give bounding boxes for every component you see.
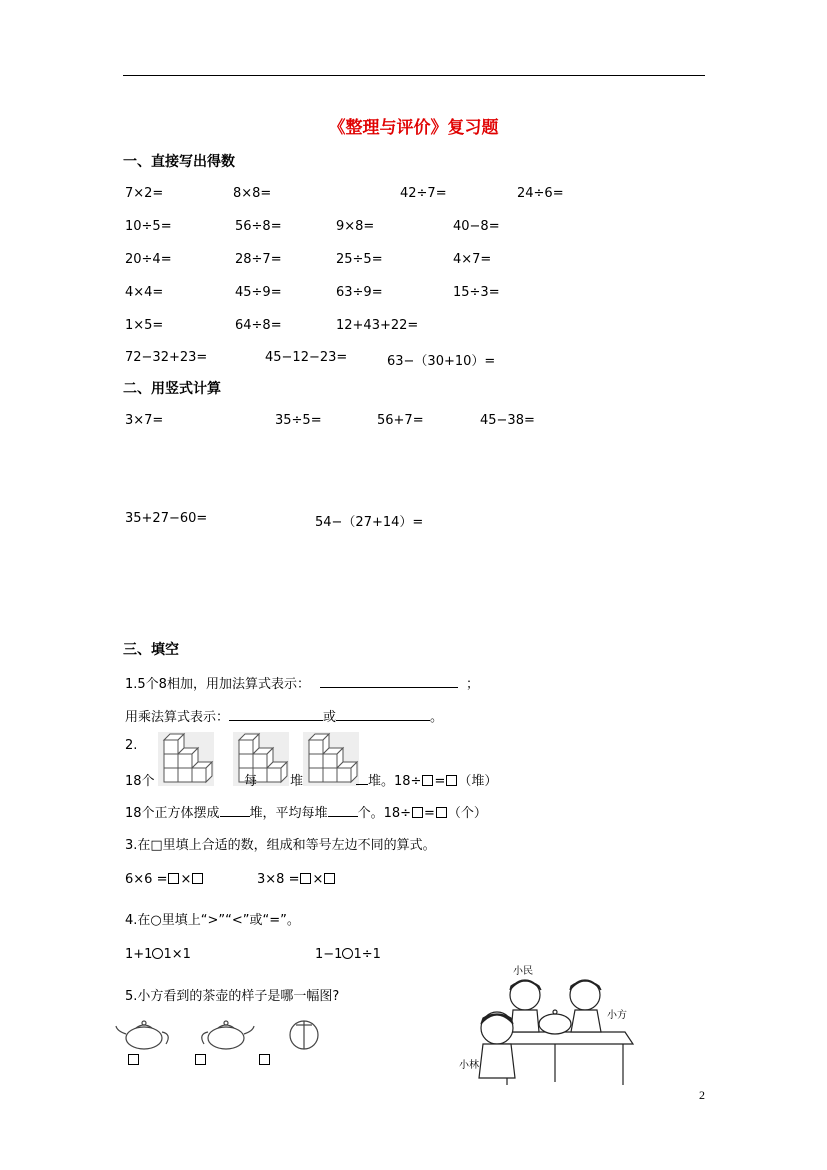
q2-line2-a: 18个正方体摆成 bbox=[125, 806, 220, 821]
q2-line1-c: 堆 bbox=[290, 774, 304, 789]
q2-equals: = bbox=[434, 774, 446, 789]
q2-blank-2[interactable] bbox=[220, 804, 250, 817]
teapot-view-1 bbox=[114, 1018, 174, 1052]
q1-period: 。 bbox=[430, 710, 444, 725]
s1-expression: 56÷8= bbox=[235, 219, 282, 234]
answer-box[interactable] bbox=[436, 807, 447, 818]
answer-box[interactable] bbox=[446, 775, 457, 786]
q5-text: 5.小方看到的茶壶的样子是哪一幅图? bbox=[125, 989, 340, 1004]
q2-blank-piles[interactable] bbox=[356, 772, 368, 785]
q3-expr-1 bbox=[125, 872, 204, 887]
s1-expression: 7×2= bbox=[125, 186, 164, 201]
children-table-illustration bbox=[455, 960, 645, 1090]
q2-equals-2: = bbox=[424, 806, 435, 821]
q2-line2 bbox=[125, 802, 487, 821]
section-3-heading: 三、填空 bbox=[123, 642, 179, 658]
q3-expr1-text: 6×6 = bbox=[125, 872, 168, 887]
page-number: 2 bbox=[699, 1088, 705, 1102]
q3-times-2: × bbox=[312, 872, 324, 887]
answer-box[interactable] bbox=[168, 873, 179, 884]
q3-expr-2 bbox=[257, 872, 336, 887]
s1-expression: 25÷5= bbox=[336, 252, 383, 267]
cube-stack-1 bbox=[158, 732, 214, 786]
teapot-view-2 bbox=[196, 1018, 256, 1052]
q1-text: 1.5个8相加，用加法算式表示： bbox=[125, 677, 310, 692]
label-xiaomin: 小民 bbox=[513, 966, 533, 977]
s2-expression: 54−（27+14）= bbox=[315, 515, 424, 530]
q2-line2-b: 堆，平均每堆 bbox=[249, 806, 328, 821]
q2-unit-each: （个） bbox=[447, 806, 487, 821]
q2-blank-3[interactable] bbox=[328, 804, 358, 817]
q1-answer-blank-3[interactable] bbox=[336, 708, 430, 721]
q4-expr1-right: 1×1 bbox=[163, 947, 191, 962]
answer-circle[interactable] bbox=[342, 948, 353, 959]
s1-expression: 4×4= bbox=[125, 285, 164, 300]
s1-expression: 20÷4= bbox=[125, 252, 172, 267]
q1-line2-text: 用乘法算式表示： bbox=[125, 710, 230, 725]
section-1-heading: 一、直接写出得数 bbox=[123, 154, 235, 170]
q4-text: 4.在○里填上“>”“<”或“=”。 bbox=[125, 913, 300, 928]
answer-box[interactable] bbox=[192, 873, 203, 884]
teapot-view-3 bbox=[286, 1017, 322, 1051]
s1-expression: 10÷5= bbox=[125, 219, 172, 234]
s1-expression: 45÷9= bbox=[235, 285, 282, 300]
q3-text: 3.在□里填上合适的数，组成和等号左边不同的算式。 bbox=[125, 838, 436, 853]
header-rule bbox=[123, 75, 705, 76]
s1-expression: 63÷9= bbox=[336, 285, 383, 300]
q1-answer-blank-1[interactable] bbox=[320, 675, 458, 688]
s1-expression: 45−12−23= bbox=[265, 350, 348, 365]
s1-expression: 15÷3= bbox=[453, 285, 500, 300]
section-2-heading: 二、用竖式计算 bbox=[123, 381, 221, 397]
q2-line1-a: 18个 bbox=[125, 774, 155, 789]
q1-or: 或 bbox=[323, 710, 337, 725]
s1-expression: 28÷7= bbox=[235, 252, 282, 267]
q4-expr-2 bbox=[315, 947, 381, 962]
q2-line2-c: 个。18÷ bbox=[357, 806, 411, 821]
q1-end-punct: ； bbox=[465, 677, 479, 692]
s1-expression: 8×8= bbox=[233, 186, 272, 201]
q1-line2 bbox=[125, 706, 443, 725]
q2-line1-d: 堆。18÷ bbox=[368, 774, 422, 789]
table-top bbox=[497, 1032, 633, 1044]
s1-expression: 72−32+23= bbox=[125, 350, 208, 365]
answer-box[interactable] bbox=[412, 807, 423, 818]
answer-circle[interactable] bbox=[152, 948, 163, 959]
page-title: 《整理与评价》复习题 bbox=[328, 118, 499, 138]
s1-expression: 1×5= bbox=[125, 318, 164, 333]
s1-expression: 12+43+22= bbox=[336, 318, 419, 333]
cube-stack-2 bbox=[233, 732, 289, 786]
s2-expression: 45−38= bbox=[480, 413, 535, 428]
answer-box[interactable] bbox=[259, 1054, 270, 1065]
answer-box[interactable] bbox=[128, 1054, 139, 1065]
s2-expression: 3×7= bbox=[125, 413, 164, 428]
s1-expression: 64÷8= bbox=[235, 318, 282, 333]
s1-expression: 40−8= bbox=[453, 219, 500, 234]
answer-box[interactable] bbox=[300, 873, 311, 884]
answer-box[interactable] bbox=[324, 873, 335, 884]
cube-stack-3 bbox=[303, 732, 359, 786]
s1-expression: 63−（30+10）= bbox=[387, 354, 496, 369]
teapot-on-table bbox=[539, 1014, 571, 1034]
q2-line1-rest bbox=[356, 770, 497, 789]
answer-box[interactable] bbox=[422, 775, 433, 786]
label-xiaofang: 小方 bbox=[607, 1010, 627, 1021]
answer-box[interactable] bbox=[195, 1054, 206, 1065]
s2-expression: 35+27−60= bbox=[125, 511, 208, 526]
s2-expression: 56+7= bbox=[377, 413, 424, 428]
s1-expression: 9×8= bbox=[336, 219, 375, 234]
label-xiaolin: 小林 bbox=[459, 1060, 479, 1071]
s2-expression: 35÷5= bbox=[275, 413, 322, 428]
q4-expr2-left: 1−1 bbox=[315, 947, 343, 962]
cube-stacks-figure bbox=[158, 732, 372, 788]
q2-line1-b: 每 bbox=[244, 774, 258, 789]
q4-expr1-left: 1+1 bbox=[125, 947, 153, 962]
s1-expression: 24÷6= bbox=[517, 186, 564, 201]
q3-expr2-text: 3×8 = bbox=[257, 872, 300, 887]
q3-times: × bbox=[180, 872, 192, 887]
s1-expression: 4×7= bbox=[453, 252, 492, 267]
q1-line1 bbox=[125, 673, 479, 692]
s1-expression: 42÷7= bbox=[400, 186, 447, 201]
q4-expr-1 bbox=[125, 947, 191, 962]
q2-unit-piles: （堆） bbox=[458, 774, 498, 789]
q1-answer-blank-2[interactable] bbox=[229, 708, 323, 721]
q4-expr2-right: 1÷1 bbox=[353, 947, 381, 962]
q2-label: 2. bbox=[125, 738, 138, 753]
